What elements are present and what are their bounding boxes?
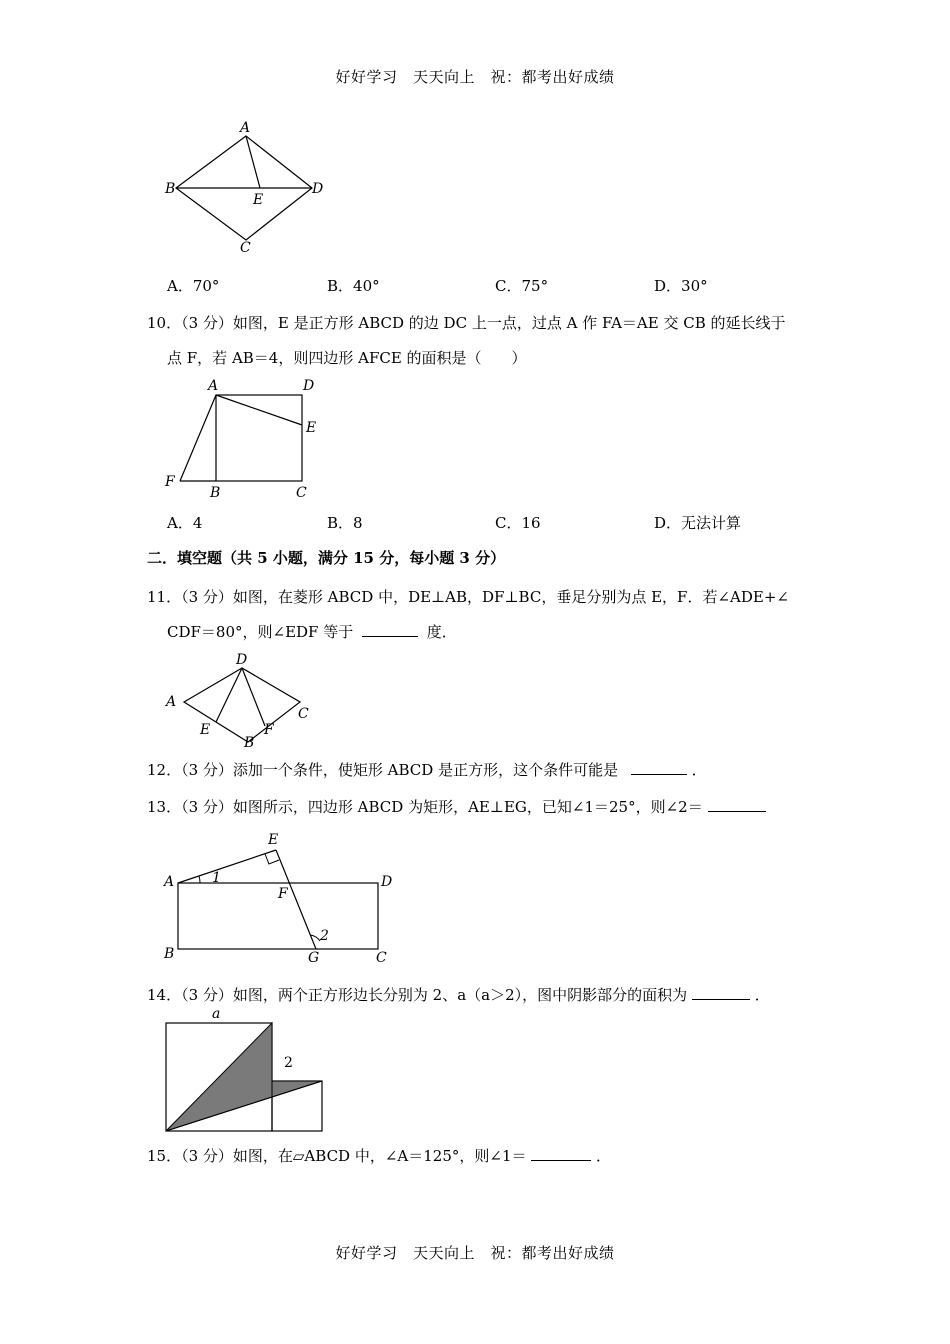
q14-stem-end: ． [754,986,770,1004]
q10-label-E: E [306,420,317,436]
q13-stem [147,797,766,817]
q13-label-one: 1 [212,870,221,886]
q9-rhombus-figure [160,120,340,260]
q15-stem [147,1146,611,1166]
q15-answer-blank[interactable] [531,1146,591,1161]
q14-label-two: 2 [284,1055,293,1071]
q10-label-C: C [296,485,307,501]
q11-answer-blank[interactable] [362,622,418,637]
q10-stem-line1: 10．（3 分）如图，E 是正方形 ABCD 的边 DC 上一点，过点 A 作 FA＝AE 交 CB 的延长线于 [147,314,786,332]
q13-rectangle-figure [160,828,410,968]
q11-rhombus-figure [160,650,330,750]
q13-label-D: D [381,874,393,890]
q9-label-D: D [312,181,324,197]
q10-option-d: D．无法计算 [654,514,742,532]
q15-stem-text: 15．（3 分）如图，在▱ABCD 中，∠A＝125°，则∠1＝ [147,1147,527,1165]
q12-answer-blank[interactable] [631,760,687,775]
q13-label-G: G [308,950,320,966]
q14-two-squares-figure [160,1003,340,1138]
q10-stem-line2: 点 F，若 AB＝4，则四边形 AFCE 的面积是（ ） [167,349,527,367]
q13-label-A: A [164,874,175,890]
q9-option-b: B．40° [327,277,380,295]
q11-label-B: B [244,735,255,751]
q10-option-c: C．16 [495,514,541,532]
q11-stem-line1: 11．（3 分）如图，在菱形 ABCD 中，DE⊥AB，DF⊥BC，垂足分别为点 E，F．若∠ADE+∠ [147,588,789,606]
q11-label-E: E [200,722,211,738]
q15-stem-end: ． [596,1147,612,1165]
q10-label-F: F [165,474,175,490]
q9-option-c: C．75° [495,277,549,295]
q10-label-D: D [303,378,315,394]
q14-stem [147,985,770,1005]
q9-label-B: B [165,181,176,197]
section-2-heading: 二．填空题（共 5 小题，满分 15 分，每小题 3 分） [147,549,506,567]
page-footer: 好好学习 天天向上 祝：都考出好成绩 [335,1244,615,1262]
q11-stem-line2-end: 度． [426,623,457,641]
q13-label-B: B [164,946,175,962]
q13-label-E: E [268,832,279,848]
q11-label-C: C [298,706,309,722]
q9-label-A: A [240,120,251,136]
q11-label-F: F [264,722,274,738]
q11-label-A: A [166,694,177,710]
q10-label-B: B [210,485,221,501]
q10-square-figure [160,375,330,505]
q12-stem [147,760,707,780]
q10-option-a: A．4 [167,514,203,532]
q10-option-b: B．8 [327,514,363,532]
q11-stem-line2 [167,622,457,642]
q9-label-C: C [240,240,251,256]
page-header: 好好学习 天天向上 祝：都考出好成绩 [335,68,615,86]
q11-label-D: D [236,652,248,668]
q14-stem-text: 14．（3 分）如图，两个正方形边长分别为 2、a（a＞2），图中阴影部分的面积为 [147,986,688,1004]
q14-answer-blank[interactable] [692,985,750,1000]
q9-option-a: A．70° [167,277,220,295]
q13-label-two: 2 [320,928,329,944]
q9-option-d: D．30° [654,277,708,295]
q13-stem-text: 13．（3 分）如图所示，四边形 ABCD 为矩形，AE⊥EG，已知∠1＝25°，则∠2＝ [147,798,703,816]
q10-label-A: A [208,378,219,394]
q11-stem-line2-text: CDF＝80°，则∠EDF 等于 [167,623,354,641]
q13-answer-blank[interactable] [708,797,766,812]
q13-label-C: C [376,950,387,966]
q13-label-F: F [278,886,288,902]
q12-stem-text: 12．（3 分）添加一个条件，使矩形 ABCD 是正方形，这个条件可能是 [147,761,619,779]
q9-label-E: E [253,192,264,208]
q12-stem-end: ． [691,761,707,779]
q14-label-a: a [212,1006,221,1022]
